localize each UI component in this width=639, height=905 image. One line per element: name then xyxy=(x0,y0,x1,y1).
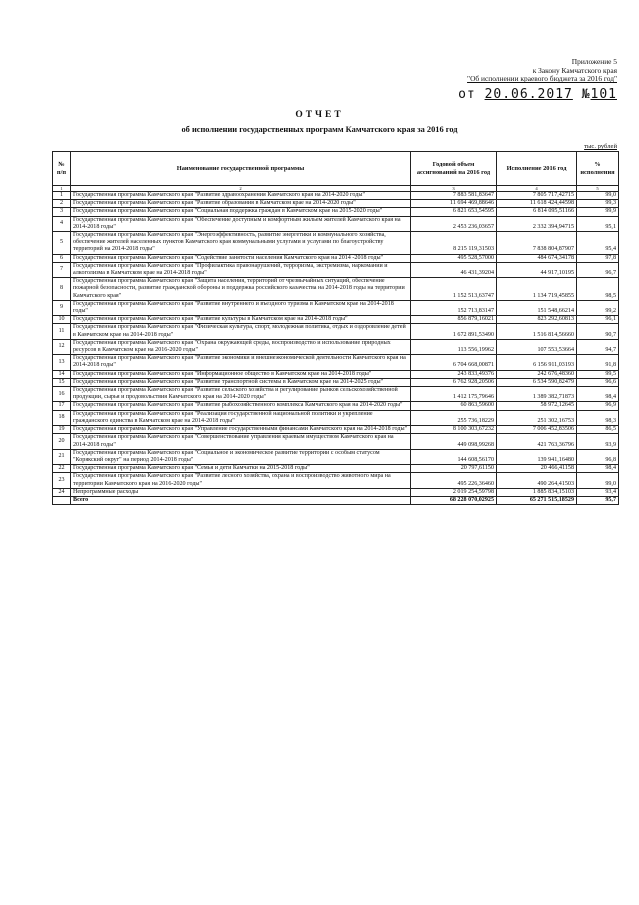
total-exec: 65 271 515,18529 xyxy=(497,496,577,504)
program-name: Государственная программа Камчатского края "Физическая культура, спорт, молодежная политика, отдых и оздоровление детей в Камчатском крае на 2014-2018 годы" xyxy=(71,324,411,339)
planned-amount: 152 713,83147 xyxy=(411,300,497,315)
row-number: 13 xyxy=(53,355,71,370)
row-number: 12 xyxy=(53,339,71,354)
executed-amount: 1 134 719,45855 xyxy=(497,278,577,301)
planned-amount: 449 098,99268 xyxy=(411,434,497,449)
planned-amount: 243 833,49376 xyxy=(411,370,497,378)
date-prefix: от xyxy=(458,87,476,102)
executed-amount: 139 941,16480 xyxy=(497,449,577,464)
table-row xyxy=(53,488,619,496)
table-row xyxy=(53,216,619,231)
program-name: Государственная программа Камчатского края "Охрана окружающей среды, воспроизводство и использование природных ресурсов в Камчатском крае на 2016-2020 годы" xyxy=(71,339,411,354)
execution-percent: 96,7 xyxy=(577,262,619,277)
page-title: ОТЧЕТ xyxy=(295,110,344,120)
execution-percent: 86,5 xyxy=(577,426,619,434)
planned-amount: 6 704 668,00871 xyxy=(411,355,497,370)
program-name: Государственная программа Камчатского края "Защита населения, территорий от чрезвычайных ситуаций, обеспечение пожарной безопасности, развитие гражданской обороны и поддержка российского казачества на 2014-2018 годы на территории Камчатского края" xyxy=(71,278,411,301)
planned-amount: 1 412 175,79646 xyxy=(411,387,497,402)
planned-amount: 46 431,39204 xyxy=(411,262,497,277)
execution-percent: 96,1 xyxy=(577,316,619,324)
program-name: Государственная программа Камчатского края "Содействие занятости населения Камчатского края на 2014 -2018 годы" xyxy=(71,254,411,262)
execution-percent: 96,6 xyxy=(577,378,619,386)
planned-amount: 11 694 469,88646 xyxy=(411,200,497,208)
total-label: Всего xyxy=(71,496,411,504)
law-number: 101 xyxy=(590,87,617,102)
execution-percent: 99,5 xyxy=(577,370,619,378)
executed-amount: 421 763,36796 xyxy=(497,434,577,449)
row-number: 5 xyxy=(53,232,71,255)
execution-percent: 99,9 xyxy=(577,208,619,216)
table-row xyxy=(53,324,619,339)
executed-amount: 11 618 424,44598 xyxy=(497,200,577,208)
table-row xyxy=(53,370,619,378)
appendix-line-1: Приложение 5 xyxy=(571,57,617,66)
row-number: 20 xyxy=(53,434,71,449)
total-row xyxy=(53,496,619,504)
executed-amount: 1 389 382,71873 xyxy=(497,387,577,402)
table-row xyxy=(53,278,619,301)
planned-amount: 255 736,18229 xyxy=(411,410,497,425)
row-number: 16 xyxy=(53,387,71,402)
row-number: 22 xyxy=(53,465,71,473)
table-row xyxy=(53,339,619,354)
planned-amount: 7 883 581,83647 xyxy=(411,192,497,200)
planned-amount: 6 762 928,20506 xyxy=(411,378,497,386)
planned-amount: 8 100 303,67232 xyxy=(411,426,497,434)
executed-amount: 7 838 804,87907 xyxy=(497,232,577,255)
row-number: 8 xyxy=(53,278,71,301)
row-number: 3 xyxy=(53,208,71,216)
row-number: 6 xyxy=(53,254,71,262)
execution-percent: 99,0 xyxy=(577,473,619,488)
program-name: Государственная программа Камчатского края "Развитие сельского хозяйства и регулирование рынков сельскохозяйственной продукции, сырья и продовольствия Камчатского края на 2014-2020 годы" xyxy=(71,387,411,402)
row-number: 23 xyxy=(53,473,71,488)
column-header-exec: Исполнение 2016 год xyxy=(497,152,577,186)
executed-amount: 484 674,34178 xyxy=(497,254,577,262)
executed-amount: 7 805 717,42715 xyxy=(497,192,577,200)
planned-amount: 144 608,56170 xyxy=(411,449,497,464)
executed-amount: 6 534 590,82479 xyxy=(497,378,577,386)
execution-percent: 97,8 xyxy=(577,254,619,262)
execution-percent: 95,1 xyxy=(577,216,619,231)
table-row xyxy=(53,410,619,425)
program-name: Государственная программа Камчатского края "Развитие рыбохозяйственного комплекса Камчатского края на 2014-2020 годы" xyxy=(71,402,411,410)
column-header-num: № п/п xyxy=(53,152,71,186)
executed-amount: 1 885 834,15103 xyxy=(497,488,577,496)
executed-amount: 7 006 452,83506 xyxy=(497,426,577,434)
total-pct: 95,7 xyxy=(577,496,619,504)
column-index: 4 xyxy=(497,186,577,192)
table-row xyxy=(53,465,619,473)
row-number: 15 xyxy=(53,378,71,386)
program-name: Государственная программа Камчатского края "Развитие транспортной системы в Камчатском крае на 2014-2025 годы" xyxy=(71,378,411,386)
table-row xyxy=(53,300,619,315)
program-name: Государственная программа Камчатского края "Развитие образования в Камчатском крае на 2014-2020 годы" xyxy=(71,200,411,208)
planned-amount: 1 672 891,53490 xyxy=(411,324,497,339)
table-row xyxy=(53,426,619,434)
report-table xyxy=(52,151,619,505)
planned-amount: 856 879,16021 xyxy=(411,316,497,324)
table-row xyxy=(53,449,619,464)
row-number: 2 xyxy=(53,200,71,208)
planned-amount: 495 226,36460 xyxy=(411,473,497,488)
program-name: Государственная программа Камчатского края "Социальное и экономическое развитие территории с особым статусом "Корякский округ" на период 2014-2018 годы" xyxy=(71,449,411,464)
program-name: Государственная программа Камчатского края "Семья и дети Камчатки на 2015-2018 годы" xyxy=(71,465,411,473)
column-header-name: Наименование государственной программы xyxy=(71,152,411,186)
execution-percent: 91,8 xyxy=(577,355,619,370)
execution-percent: 98,5 xyxy=(577,278,619,301)
program-name: Непрограммные расходы xyxy=(71,488,411,496)
table-row xyxy=(53,232,619,255)
row-number: 17 xyxy=(53,402,71,410)
executed-amount: 107 553,53664 xyxy=(497,339,577,354)
planned-amount: 2 453 236,03657 xyxy=(411,216,497,231)
row-number: 1 xyxy=(53,192,71,200)
table-row xyxy=(53,473,619,488)
execution-percent: 93,9 xyxy=(577,434,619,449)
row-number: 18 xyxy=(53,410,71,425)
executed-amount: 20 466,41158 xyxy=(497,465,577,473)
planned-amount: 20 797,61150 xyxy=(411,465,497,473)
row-number: 24 xyxy=(53,488,71,496)
program-name: Государственная программа Камчатского края "Социальная поддержка граждан в Камчатском крае на 2015-2020 годы" xyxy=(71,208,411,216)
table-row xyxy=(53,316,619,324)
executed-amount: 6 156 911,03193 xyxy=(497,355,577,370)
program-name: Государственная программа Камчатского края "Энергоэффективность, развитие энергетики и коммунального хозяйства, обеспечение жителей населенных пунктов Камчатского края коммунальными услугами и услугами по благоустройству территорий на 2014-2018 годы" xyxy=(71,232,411,255)
executed-amount: 1 516 814,56660 xyxy=(497,324,577,339)
row-number: 9 xyxy=(53,300,71,315)
program-name: Государственная программа Камчатского края "Совершенствование управления краевым имуществом Камчатского края на 2014-2018 годы" xyxy=(71,434,411,449)
table-row xyxy=(53,434,619,449)
table-row xyxy=(53,387,619,402)
program-name: Государственная программа Камчатского края "Развитие здравоохранения Камчатского края на 2014-2020 годы" xyxy=(71,192,411,200)
program-name: Государственная программа Камчатского края "Реализация государственной национальной политики и укрепление гражданского единства в Камчатском крае на 2014-2018 годы" xyxy=(71,410,411,425)
appendix-line-3: "Об исполнении краевого бюджета за 2016 год" xyxy=(467,74,617,84)
row-number: 10 xyxy=(53,316,71,324)
execution-percent: 90,7 xyxy=(577,324,619,339)
table-row xyxy=(53,200,619,208)
report-table-body xyxy=(53,192,619,497)
executed-amount: 242 676,48360 xyxy=(497,370,577,378)
row-number: 21 xyxy=(53,449,71,464)
table-row xyxy=(53,355,619,370)
number-label: № xyxy=(581,87,591,102)
row-number: 7 xyxy=(53,262,71,277)
table-row xyxy=(53,254,619,262)
planned-amount: 2 019 254,59798 xyxy=(411,488,497,496)
units-label: тыс. рублей xyxy=(584,143,617,150)
executed-amount: 44 917,10195 xyxy=(497,262,577,277)
program-name: Государственная программа Камчатского края "Развитие культуры в Камчатском крае на 2014-2018 годы" xyxy=(71,316,411,324)
execution-percent: 94,7 xyxy=(577,339,619,354)
executed-amount: 151 548,66214 xyxy=(497,300,577,315)
table-row xyxy=(53,192,619,200)
total-plan: 68 228 070,02925 xyxy=(411,496,497,504)
execution-percent: 99,0 xyxy=(577,192,619,200)
law-date: 20.06.2017 xyxy=(484,87,573,102)
executed-amount: 2 332 394,94715 xyxy=(497,216,577,231)
execution-percent: 96,8 xyxy=(577,449,619,464)
column-header-plan: Годовой объем ассигнований на 2016 год xyxy=(411,152,497,186)
program-name: Государственная программа Камчатского края "Обеспечение доступным и комфортным жильем жителей Камчатского края на 2014-2018 годы" xyxy=(71,216,411,231)
planned-amount: 60 863,59600 xyxy=(411,402,497,410)
column-index: 1 xyxy=(53,186,71,192)
execution-percent: 98,3 xyxy=(577,410,619,425)
column-index: 5 xyxy=(577,186,619,192)
execution-percent: 98,4 xyxy=(577,465,619,473)
table-row xyxy=(53,208,619,216)
execution-percent: 95,4 xyxy=(577,232,619,255)
execution-percent: 98,4 xyxy=(577,387,619,402)
program-name: Государственная программа Камчатского края "Информационное общество в Камчатском крае на 2014-2018 годы" xyxy=(71,370,411,378)
execution-percent: 99,2 xyxy=(577,300,619,315)
table-row xyxy=(53,378,619,386)
execution-percent: 93,4 xyxy=(577,488,619,496)
row-number: 4 xyxy=(53,216,71,231)
executed-amount: 58 972,12645 xyxy=(497,402,577,410)
planned-amount: 113 556,19962 xyxy=(411,339,497,354)
program-name: Государственная программа Камчатского края "Развитие экономики и внешнеэкономической деятельности Камчатского края на 2014-2018 годы" xyxy=(71,355,411,370)
column-index: 3 xyxy=(411,186,497,192)
table-header-row xyxy=(53,152,619,186)
law-date-number xyxy=(458,87,617,102)
table-row xyxy=(53,262,619,277)
execution-percent: 96,9 xyxy=(577,402,619,410)
column-index: 2 xyxy=(71,186,411,192)
row-number: 11 xyxy=(53,324,71,339)
execution-percent: 99,3 xyxy=(577,200,619,208)
planned-amount: 1 152 513,63747 xyxy=(411,278,497,301)
program-name: Государственная программа Камчатского края "Профилактика правонарушений, терроризма, экстремизма, наркомании и алкоголизма в Камчатском крае на 2014-2018 годы" xyxy=(71,262,411,277)
appendix-note xyxy=(377,58,617,84)
row-number: 14 xyxy=(53,370,71,378)
row-number: 19 xyxy=(53,426,71,434)
executed-amount: 251 302,16753 xyxy=(497,410,577,425)
appendix-line-2: к Закону Камчатского края xyxy=(532,65,617,75)
planned-amount: 495 528,57000 xyxy=(411,254,497,262)
program-name: Государственная программа Камчатского края "Развитие лесного хозяйства, охрана и воспроизводство животного мира на территории Камчатского края на 2016-2020 годы" xyxy=(71,473,411,488)
executed-amount: 490 264,41503 xyxy=(497,473,577,488)
executed-amount: 823 292,60813 xyxy=(497,316,577,324)
planned-amount: 8 215 119,31503 xyxy=(411,232,497,255)
program-name: Государственная программа Камчатского края "Развитие внутреннего и въездного туризма в Камчатском крае на 2014-2018 годы" xyxy=(71,300,411,315)
table-row xyxy=(53,402,619,410)
program-name: Государственная программа Камчатского края "Управление государственными финансами Камчатского края на 2014-2018 годы" xyxy=(71,426,411,434)
executed-amount: 6 814 095,51166 xyxy=(497,208,577,216)
column-header-pct: % исполнения xyxy=(577,152,619,186)
page-subtitle: об исполнении государственных программ Камчатского края за 2016 год xyxy=(181,125,458,134)
planned-amount: 6 821 653,54595 xyxy=(411,208,497,216)
